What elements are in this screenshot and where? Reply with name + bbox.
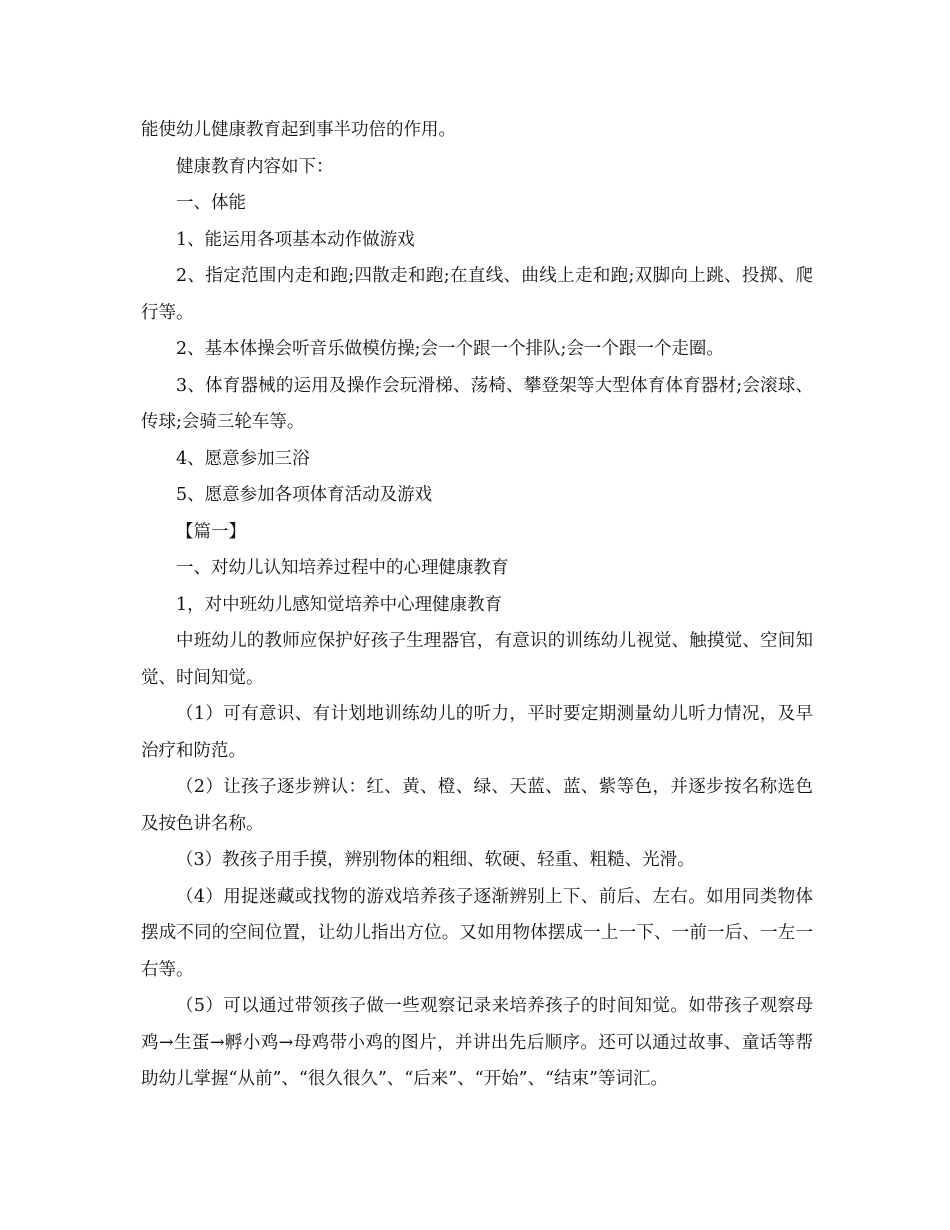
section-heading: 一、体能 (176, 193, 246, 213)
chapter-marker: 【篇一】 (176, 521, 246, 542)
list-item: （2）让孩子逐步辨认：红、黄、橙、绿、天蓝、蓝、紫等色，并逐步按名称选色及按色讲名称。 (141, 777, 813, 834)
paragraph: 中班幼儿的教师应保护好孩子生理器官，有意识的训练幼儿视觉、触摸觉、空间知觉、时间知觉。 (141, 631, 813, 688)
document-body (141, 112, 813, 1098)
list-item: 2、指定范围内走和跑;四散走和跑;在直线、曲线上走和跑;双脚向上跳、投掷、爬行等。 (141, 266, 813, 323)
subsection-heading: 1，对中班幼儿感知觉培养中心理健康教育 (176, 594, 503, 615)
paragraph: 健康教育内容如下： (176, 156, 334, 177)
list-item: （4）用捉迷藏或找物的游戏培养孩子逐渐辨别上下、前后、左右。如用同类物体摆成不同的空间位置，让幼儿指出方位。又如用物体摆成一上一下、一前一后、一左一右等。 (141, 886, 813, 980)
list-item: 1、能运用各项基本动作做游戏 (176, 229, 415, 250)
list-item: 4、愿意参加三浴 (176, 448, 310, 469)
list-item: 3、体育器械的运用及操作会玩滑梯、荡椅、攀登架等大型体育体育器材;会滚球、传球;会骑三轮车等。 (141, 375, 813, 432)
list-item: 2、基本体操会听音乐做模仿操;会一个跟一个排队;会一个跟一个走圈。 (176, 339, 724, 359)
list-item: （1）可有意识、有计划地训练幼儿的听力，平时要定期测量幼儿听力情况，及早治疗和防范。 (141, 704, 813, 761)
list-item: （3）教孩子用手摸，辨别物体的粗细、软硬、轻重、粗糙、光滑。 (176, 850, 695, 870)
section-heading: 一、对幼儿认知培养过程中的心理健康教育 (176, 558, 509, 578)
paragraph: 能使幼儿健康教育起到事半功倍的作用。 (141, 120, 456, 140)
list-item: （5）可以通过带领孩子做一些观察记录来培养孩子的时间知觉。如带孩子观察母鸡→生蛋→孵小鸡→母鸡带小鸡的图片，并讲出先后顺序。还可以通过故事、童话等帮助幼儿掌握“从前”、“很久很久”、“后来”、“开始”、“结束”等词汇。 (141, 996, 813, 1089)
list-item: 5、愿意参加各项体育活动及游戏 (176, 485, 433, 505)
